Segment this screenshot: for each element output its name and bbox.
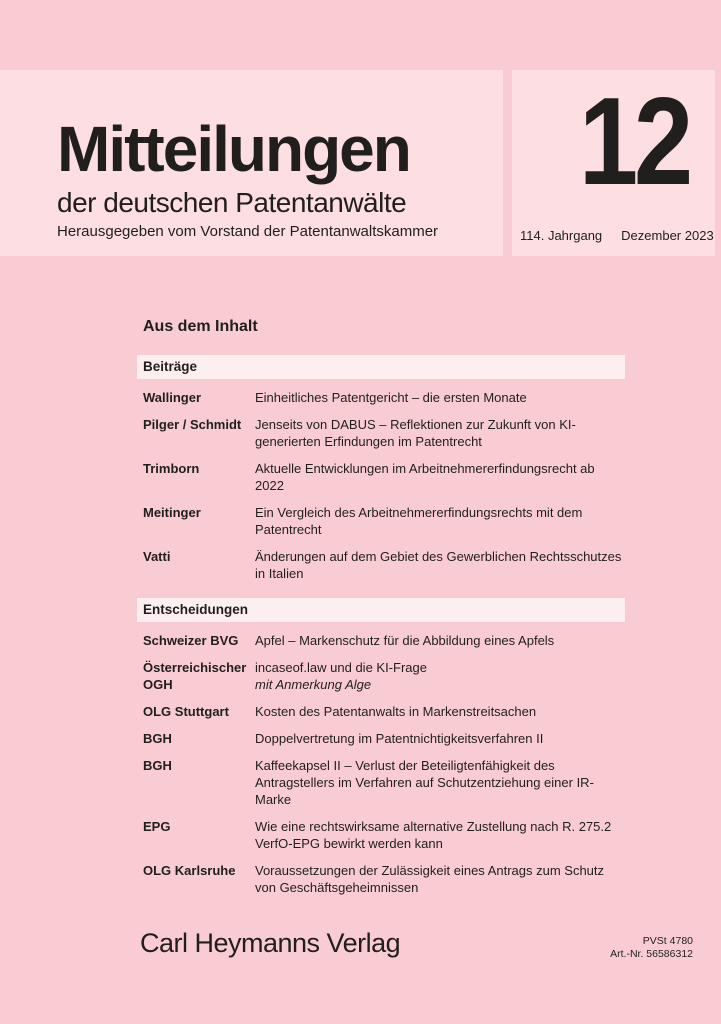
footer-publisher: Carl Heymanns Verlag (140, 928, 401, 958)
section-header: Entscheidungen (137, 598, 625, 622)
toc-row (143, 730, 625, 747)
toc-row-title-cell (255, 548, 625, 582)
section-header: Beiträge (137, 355, 625, 379)
journal-tagline: Herausgegeben vom Vorstand der Patentanwaltskammer (57, 223, 439, 241)
toc-row-title: Wie eine rechtswirksame alternative Zustellung nach R. 275.2 VerfO-EPG bewirkt werden kann (255, 819, 612, 851)
issue-panel (512, 70, 715, 256)
toc-row-title: Voraussetzungen der Zulässigkeit eines Antrags zum Schutz von Geschäftsgeheimnissen (255, 863, 605, 895)
toc-row-title-cell (255, 730, 625, 747)
toc-row (143, 504, 625, 538)
toc-row-author: Vatti (143, 549, 171, 564)
footer-codes (610, 935, 693, 961)
footer-article-number: Art.-Nr. 56586312 (610, 948, 693, 960)
toc-sections (137, 355, 625, 900)
toc-row-author: Trimborn (143, 461, 200, 476)
toc-row-title-cell (255, 659, 625, 693)
issue-meta (520, 228, 714, 243)
masthead-text-block (57, 113, 439, 241)
toc-row-title-cell (255, 389, 625, 406)
toc-row-title: Aktuelle Entwicklungen im Arbeitnehmererfindungsrecht ab 2022 (255, 461, 595, 493)
toc-row (143, 548, 625, 582)
toc-row-title-cell (255, 818, 625, 852)
toc-row-title-cell (255, 460, 625, 494)
toc-row (143, 703, 625, 720)
toc-row-title: Kosten des Patentanwalts in Markenstreitsachen (255, 704, 537, 719)
journal-subtitle: der deutschen Patentanwälte (57, 187, 407, 218)
toc-row-author: Österreichischer OGH (143, 660, 247, 692)
toc-row-author: Meitinger (143, 505, 201, 520)
toc-row (143, 818, 625, 852)
toc-row-author: Wallinger (143, 390, 202, 405)
toc-row-author: Pilger / Schmidt (143, 417, 242, 432)
toc-row-title-cell (255, 862, 625, 896)
toc-row (143, 862, 625, 896)
footer-postal-code: PVSt 4780 (642, 935, 693, 947)
toc-heading: Aus dem Inhalt (143, 318, 258, 335)
toc-row-title: Einheitliches Patentgericht – die ersten Monate (255, 390, 527, 405)
toc-row-note: mit Anmerkung Alge (255, 677, 372, 692)
issue-number: 12 (578, 73, 689, 211)
toc-row-title: Änderungen auf dem Gebiet des Gewerblichen Rechtsschutzes in Italien (255, 549, 622, 581)
toc-row-author: BGH (143, 731, 172, 746)
toc-row-title: Ein Vergleich des Arbeitnehmererfindungsrechts mit dem Patentrecht (255, 505, 583, 537)
toc-row-author: OLG Karlsruhe (143, 863, 236, 878)
toc-row-title: Apfel – Markenschutz für die Abbildung eines Apfels (255, 633, 555, 648)
toc-row-title: Jenseits von DABUS – Reflektionen zur Zukunft von KI-generierten Erfindungen im Patentrecht (255, 417, 576, 449)
toc-row (143, 757, 625, 808)
table-of-contents (137, 318, 625, 900)
section-rows (137, 389, 625, 586)
toc-row-title: Doppelvertretung im Patentnichtigkeitsverfahren II (255, 731, 544, 746)
issue-date: Dezember 2023 (621, 228, 714, 243)
toc-row (143, 460, 625, 494)
toc-row (143, 632, 625, 649)
toc-row (143, 416, 625, 450)
toc-row-author: BGH (143, 758, 172, 773)
section-rows (137, 632, 625, 900)
toc-row-author: OLG Stuttgart (143, 704, 229, 719)
toc-row-author: EPG (143, 819, 171, 834)
toc-row-title-cell (255, 757, 625, 808)
toc-row-title-cell (255, 632, 625, 649)
issue-volume: 114. Jahrgang (520, 228, 603, 243)
toc-row-title-cell (255, 416, 625, 450)
toc-row-author: Schweizer BVG (143, 633, 239, 648)
toc-row (143, 659, 625, 693)
toc-row-title-cell (255, 504, 625, 538)
toc-row (143, 389, 625, 406)
toc-row-title: incaseof.law und die KI-Frage (255, 660, 427, 675)
toc-row-title: Kaffeekapsel II – Verlust der Beteiligtenfähigkeit des Antragstellers im Verfahren auf Schutzentziehung einer IR-Marke (255, 758, 594, 807)
journal-title: Mitteilungen (57, 113, 410, 185)
masthead-panel (0, 70, 503, 256)
toc-row-title-cell (255, 703, 625, 720)
